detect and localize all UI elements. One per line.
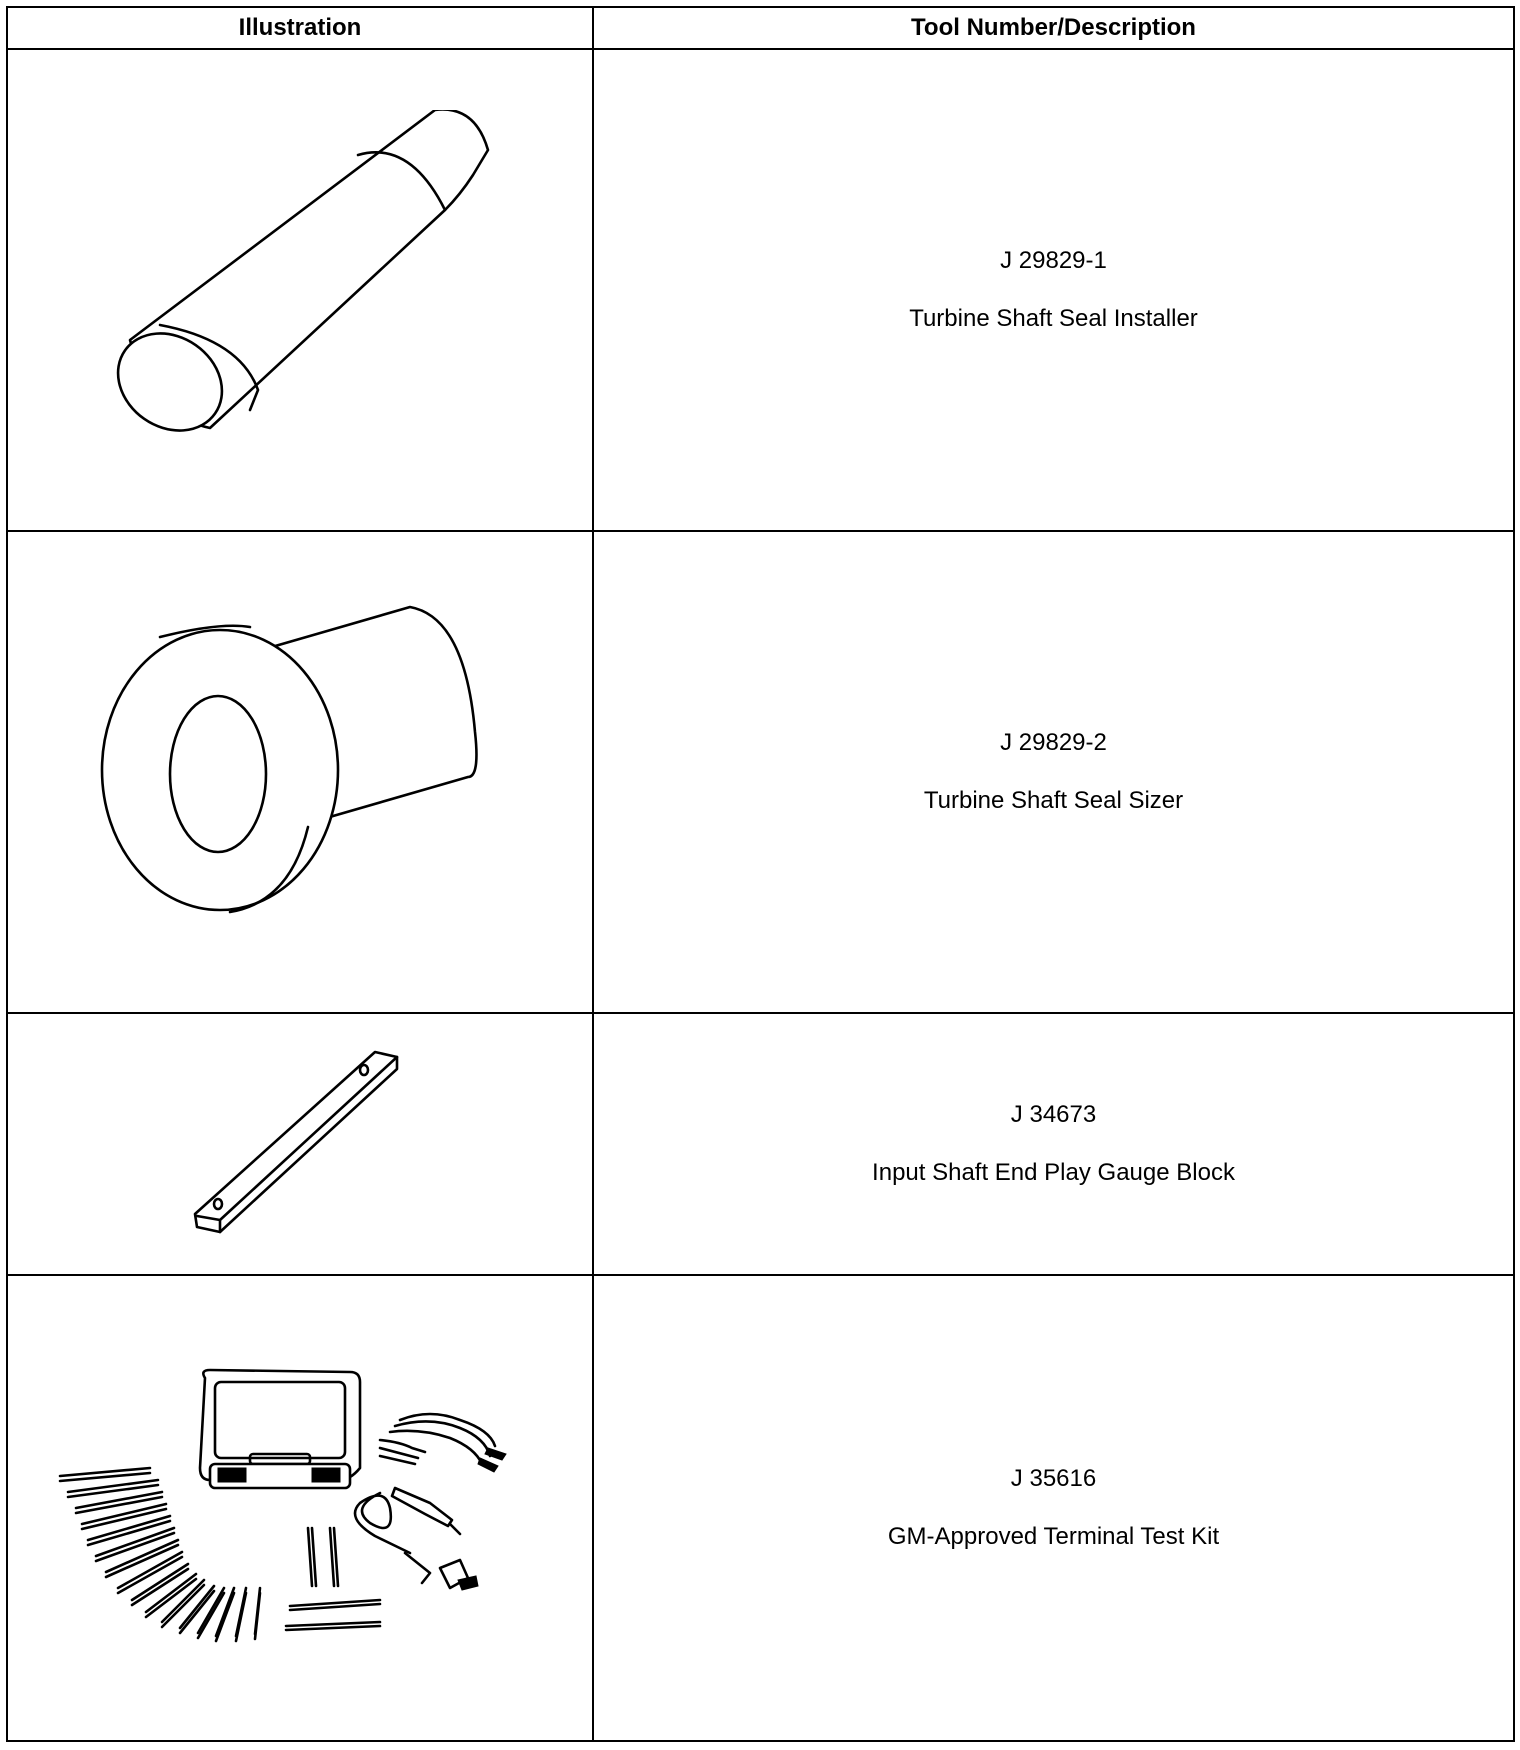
seal-sizer-icon [90, 602, 510, 942]
tool-description-cell [593, 1275, 1514, 1741]
special-tools-table [6, 6, 1515, 1742]
illustration-column-header: Illustration [7, 7, 593, 49]
tool-number: J 35616 [1010, 1465, 1097, 1492]
tool-description: GM-Approved Terminal Test Kit [887, 1523, 1220, 1550]
tool-description-cell [593, 1013, 1514, 1275]
table-row [7, 49, 1514, 531]
tool-number: J 34673 [1010, 1101, 1097, 1128]
terminal-test-kit-icon [50, 1368, 550, 1648]
tool-description-cell [593, 531, 1514, 1013]
table-row [7, 1013, 1514, 1275]
gauge-block-icon [185, 1044, 415, 1244]
tool-description: Turbine Shaft Seal Installer [909, 305, 1198, 332]
table-header-row [7, 7, 1514, 49]
tool-description: Turbine Shaft Seal Sizer [923, 787, 1184, 814]
table-row [7, 1275, 1514, 1741]
seal-installer-icon [90, 110, 510, 470]
tool-number: J 29829-2 [1000, 729, 1107, 756]
tool-column-header: Tool Number/Description [593, 7, 1514, 49]
tool-description-cell [593, 49, 1514, 531]
table-row [7, 531, 1514, 1013]
illustration-cell [7, 49, 593, 531]
illustration-cell [7, 1013, 593, 1275]
tool-description: Input Shaft End Play Gauge Block [872, 1159, 1235, 1186]
illustration-cell [7, 531, 593, 1013]
illustration-cell [7, 1275, 593, 1741]
tool-number: J 29829-1 [1000, 247, 1107, 274]
